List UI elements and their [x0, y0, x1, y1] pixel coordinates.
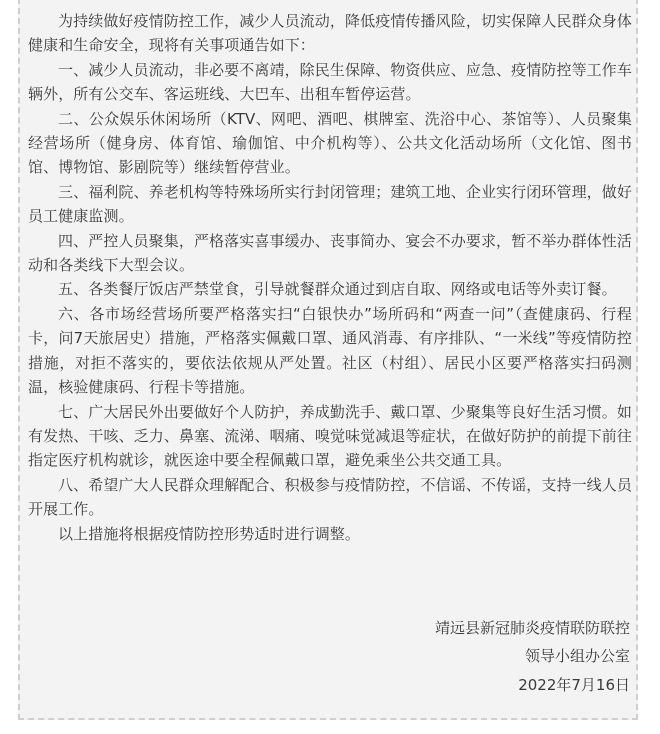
notice-item-2: 二、公众娱乐休闲场所（KTV、网吧、酒吧、棋牌室、洗浴中心、茶馆等）、人员聚集经营场所（健身房、体育馆、瑜伽馆、中介机构等）、公共文化活动场所（文化馆、图书馆、博物馆、影剧院等）继续暂停营业。 [28, 109, 632, 177]
signature-date: 2022年7月16日 [518, 675, 630, 694]
notice-item-5: 五、各类餐厅饭店严禁堂食，引导就餐群众通过到店自取、网络或电话等外卖订餐。 [58, 280, 617, 299]
notice-closing: 以上措施将根据疫情防控形势适时进行调整。 [58, 524, 361, 543]
notice-item-3: 三、福利院、养老机构等特殊场所实行封闭管理；建筑工地、企业实行闭环管理，做好员工健康监测。 [28, 182, 632, 226]
notice-item-6: 六、各市场经营场所要严格落实扫“白银快办”场所码和“两查一问”（查健康码、行程卡，问7天旅居史）措施，严格落实佩戴口罩、通风消毒、有序排队、“一米线”等疫情防控措施，对拒不落实的，要依法依规从严处置。社区（村组）、居民小区要严格落实扫码测温，核验健康码、行程卡等措施。 [28, 304, 632, 397]
notice-item-7: 七、广大居民外出要做好个人防护，养成勤洗手、戴口罩、少聚集等良好生活习惯。如有发热、干咳、乏力、鼻塞、流涕、咽痛、嗅觉味觉减退等症状，在做好防护的前提下前往指定医疗机构就诊，就医途中要全程佩戴口罩，避免乘坐公共交通工具。 [28, 402, 633, 470]
notice-intro: 为持续做好疫情防控工作，减少人员流动，降低疫情传播风险，切实保障人民群众身体健康和生命安全，现将有关事项通告如下： [28, 12, 632, 55]
notice-item-8: 八、希望广大人民群众理解配合、积极参与疫情防控，不信谣、不传谣，支持一线人员开展工作。 [28, 475, 632, 519]
notice-item-4: 四、严控人员聚集，严格落实喜事缓办、丧事简办、宴会不办要求，暂不举办群体性活动和各类线下大型会议。 [28, 231, 632, 275]
signature-block [330, 616, 630, 701]
notice-body [28, 9, 632, 546]
notice-item-1: 一、减少人员流动，非必要不离靖，除民生保障、物资供应、应急、疫情防控等工作车辆外，所有公交车、客运班线、大巴车、出租车暂停运营。 [28, 60, 632, 104]
signature-org: 靖远县新冠肺炎疫情联防联控 [434, 619, 630, 637]
signature-office: 领导小组办公室 [524, 647, 630, 666]
